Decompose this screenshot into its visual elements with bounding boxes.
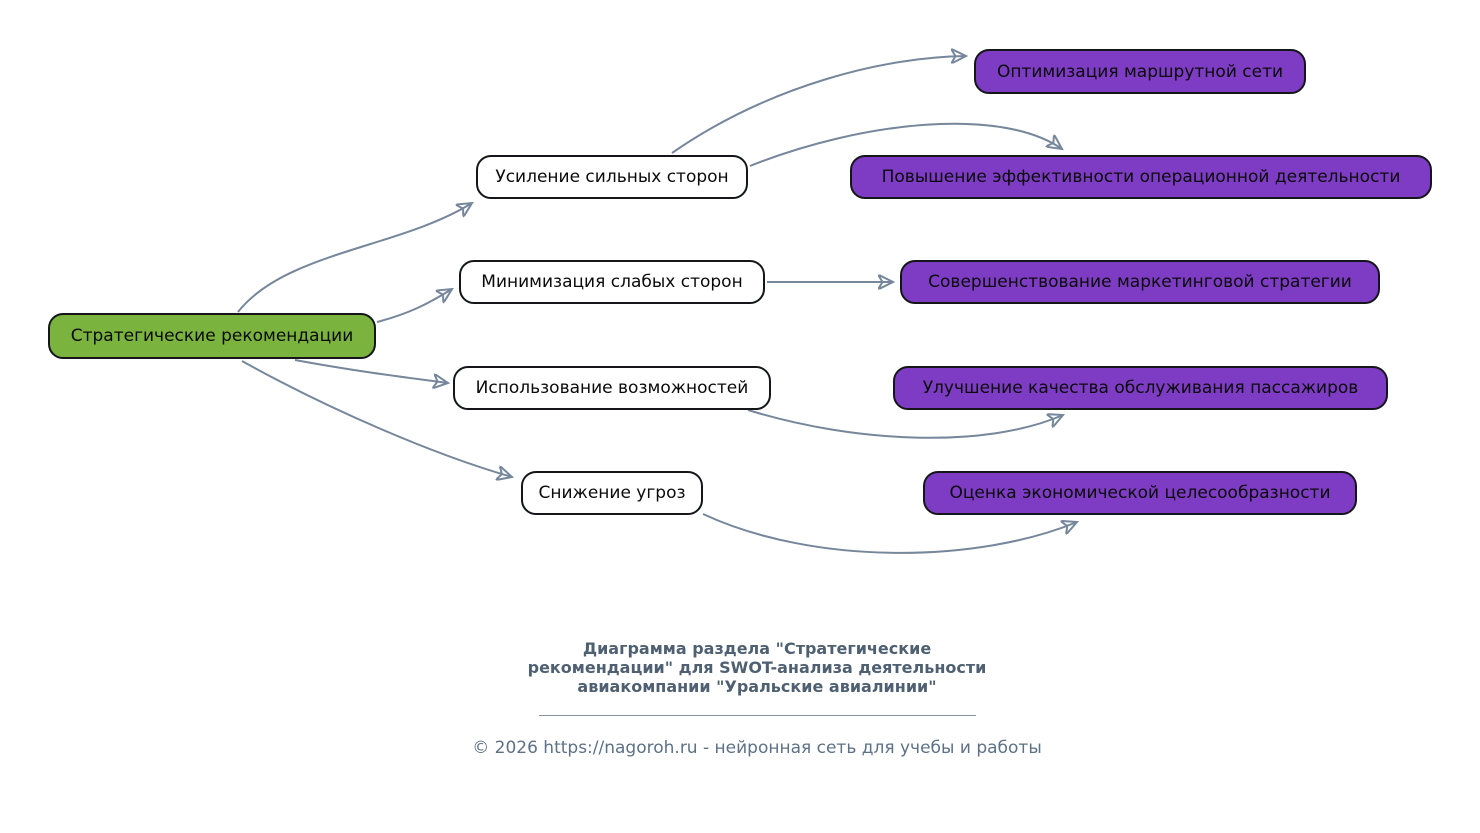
node-operational-efficiency-label: Повышение эффективности операционной деятельности bbox=[881, 167, 1401, 187]
edge-root-minimize bbox=[377, 289, 452, 322]
copyright-label: © 2026 https://nagoroh.ru - нейронная сеть для учебы и работы bbox=[472, 738, 1042, 758]
node-root bbox=[48, 313, 376, 359]
caption-line-1: Диаграмма раздела "Стратегические bbox=[582, 639, 932, 658]
edge-root-strengthen bbox=[238, 203, 472, 312]
node-operational-efficiency bbox=[850, 155, 1432, 199]
diagram-caption bbox=[417, 639, 1097, 696]
node-economic-assessment-label: Оценка экономической целесообразности bbox=[949, 483, 1331, 503]
node-threats-label: Снижение угроз bbox=[538, 483, 686, 503]
node-opportunities bbox=[453, 366, 771, 410]
copyright-text bbox=[407, 738, 1107, 758]
node-passenger-service bbox=[893, 366, 1388, 410]
node-minimize bbox=[459, 260, 765, 304]
node-marketing-strategy-label: Совершенствование маркетинговой стратегии bbox=[928, 272, 1352, 292]
node-threats bbox=[521, 471, 703, 515]
node-root-label: Стратегические рекомендации bbox=[70, 326, 354, 346]
edge-root-opportunities bbox=[295, 360, 448, 383]
node-economic-assessment bbox=[923, 471, 1357, 515]
node-route-optimization bbox=[974, 49, 1306, 94]
caption-line-3: авиакомпании "Уральские авиалинии" bbox=[577, 677, 937, 696]
node-strengthen bbox=[476, 155, 748, 199]
edge-opportunities-service bbox=[748, 410, 1063, 438]
caption-line-2: рекомендации" для SWOT-анализа деятельности bbox=[527, 658, 987, 677]
node-opportunities-label: Использование возможностей bbox=[475, 378, 749, 398]
edge-strengthen-route bbox=[672, 56, 966, 153]
edge-threats-assessment bbox=[703, 514, 1077, 553]
node-marketing-strategy bbox=[900, 260, 1380, 304]
node-minimize-label: Минимизация слабых сторон bbox=[481, 272, 743, 292]
node-strengthen-label: Усиление сильных сторон bbox=[495, 167, 729, 187]
node-passenger-service-label: Улучшение качества обслуживания пассажиров bbox=[922, 378, 1359, 398]
node-route-optimization-label: Оптимизация маршрутной сети bbox=[996, 61, 1284, 82]
caption-divider bbox=[539, 715, 976, 716]
